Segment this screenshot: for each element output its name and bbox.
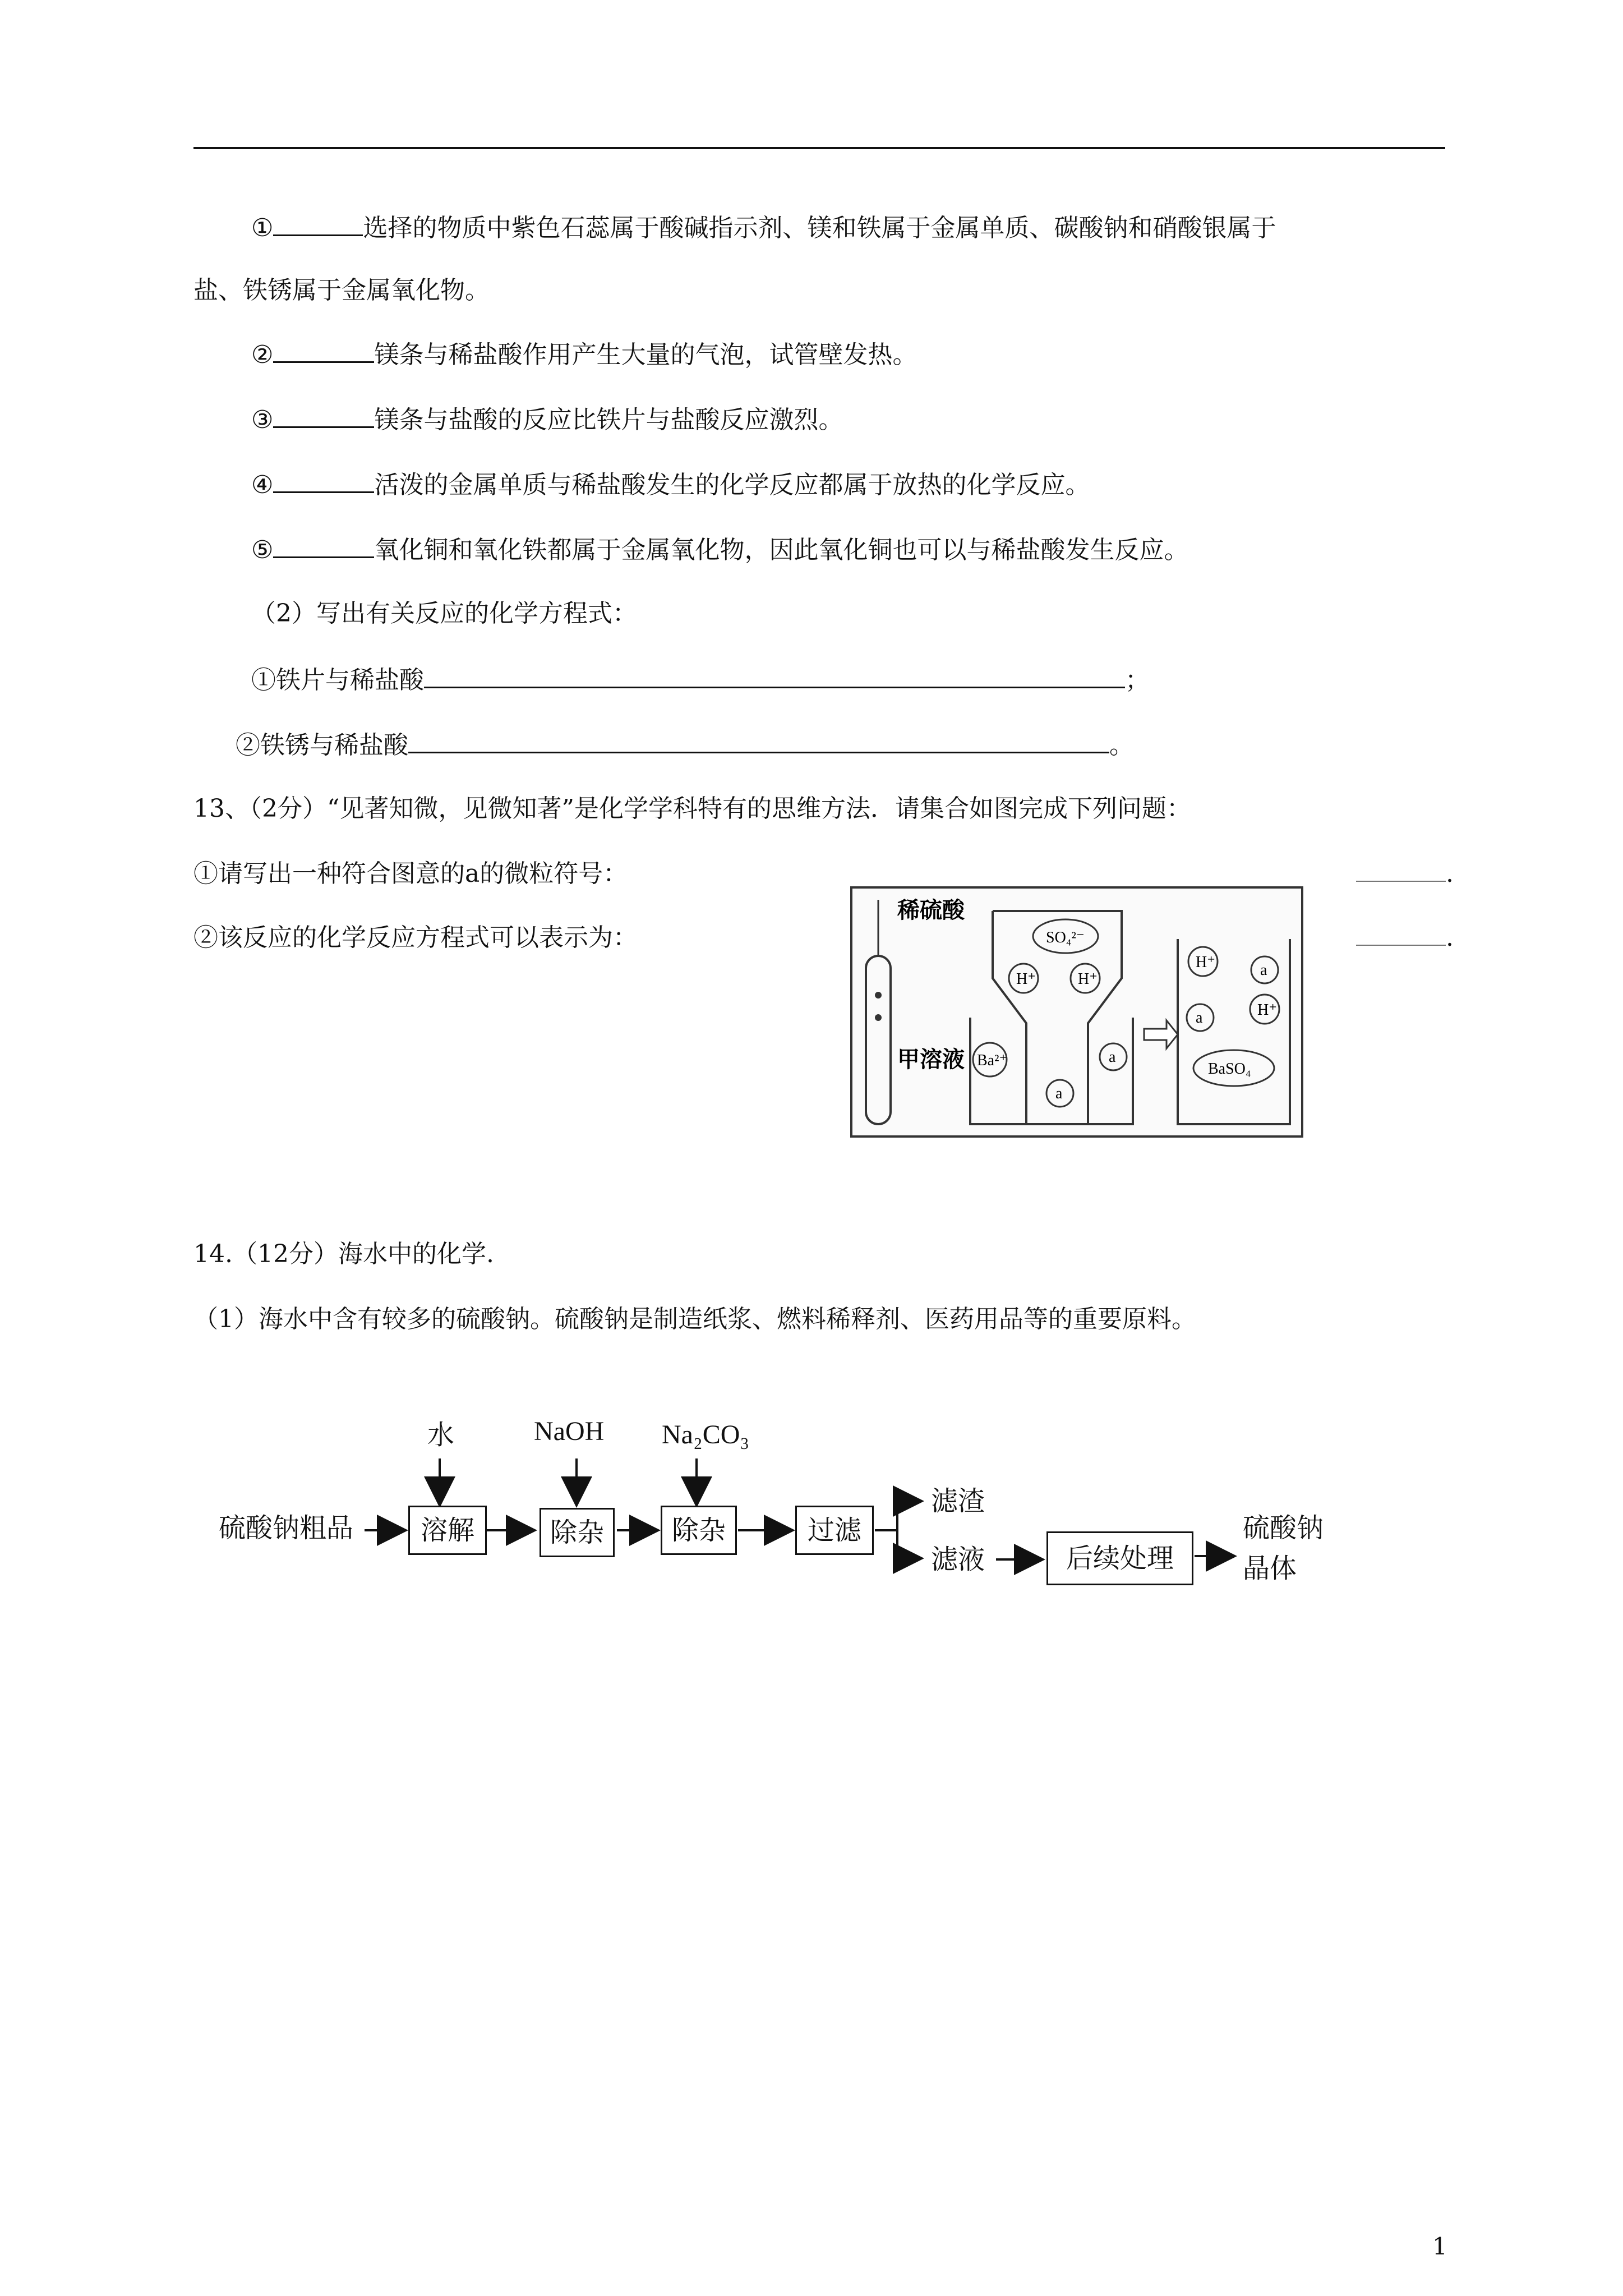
ba-text: Ba²⁺: [977, 1052, 1008, 1069]
reagent-naoh: NaOH: [534, 1416, 605, 1446]
q13-item-1: ①请写出一种符合图意的a的微粒符号：: [193, 859, 628, 888]
a-text: a: [1260, 961, 1267, 979]
step-purify-1: 除杂: [540, 1508, 615, 1557]
branch-filtrate: 滤液: [931, 1544, 985, 1575]
so4-text: SO₄²⁻: [1046, 929, 1085, 946]
reagent-water: 水: [427, 1419, 455, 1451]
branch-residue: 滤渣: [931, 1485, 985, 1517]
step-dissolve: 溶解: [408, 1506, 487, 1555]
h-text: H⁺: [1257, 1001, 1277, 1019]
judge-item-3: ③ 镁条与盐酸的反应比铁片与盐酸反应激烈。: [251, 404, 843, 436]
q13-blank-2: .: [1356, 922, 1454, 954]
label-solution: 甲溶液: [897, 1047, 965, 1072]
step-purify-2: 除杂: [661, 1506, 737, 1555]
h-text: H⁺: [1016, 970, 1036, 988]
q13-title: 13、（2分）“见著知微，见微知著”是化学学科特有的思维方法．请集合如图完成下列问题：: [193, 794, 1191, 823]
h-text: H⁺: [1196, 954, 1215, 971]
flow-start: 硫酸钠粗品: [219, 1512, 354, 1544]
equation-2: ②铁锈与稀盐酸 。: [236, 729, 1134, 761]
baso4-text: BaSO₄: [1208, 1060, 1251, 1078]
label-acid: 稀硫酸: [897, 898, 965, 923]
q13-item-2: ②该反应的化学反应方程式可以表示为：: [193, 923, 638, 952]
judge-item-1-cont: 盐、铁锈属于金属氧化物。: [193, 276, 490, 305]
page-number: 1: [1432, 2233, 1447, 2260]
product-line-1: 硫酸钠: [1243, 1512, 1324, 1544]
judge-item-1: ① 选择的物质中紫色石蕊属于酸碱指示剂、镁和铁属于金属单质、碳酸钠和硝酸银属于: [251, 212, 1276, 244]
product-line-2: 晶体: [1243, 1553, 1297, 1584]
h-text: H⁺: [1078, 970, 1098, 988]
part2-title: （2）写出有关反应的化学方程式：: [251, 599, 637, 628]
a-text: a: [1055, 1085, 1063, 1102]
a-text: a: [1109, 1048, 1116, 1066]
q14-title: 14.（12分）海水中的化学.: [193, 1240, 494, 1268]
q13-blank-1: .: [1356, 858, 1454, 890]
reagent-na2co3: Na₂CO₃: [662, 1420, 750, 1450]
judge-item-5: ⑤ 氧化铜和氧化铁都属于金属氧化物，因此氧化铜也可以与稀盐酸发生反应。: [251, 534, 1188, 566]
judge-item-4: ④ 活泼的金属单质与稀盐酸发生的化学反应都属于放热的化学反应。: [251, 469, 1090, 501]
a-text: a: [1196, 1009, 1203, 1027]
q14-part1: （1）海水中含有较多的硫酸钠。硫酸钠是制造纸浆、燃料稀释剂、医药用品等的重要原料。: [193, 1305, 1196, 1333]
step-filter: 过滤: [795, 1506, 874, 1555]
equation-1: ①铁片与稀盐酸 ；: [251, 664, 1150, 696]
step-post-process: 后续处理: [1046, 1531, 1193, 1585]
judge-item-2: ② 镁条与稀盐酸作用产生大量的气泡，试管壁发热。: [251, 339, 917, 371]
